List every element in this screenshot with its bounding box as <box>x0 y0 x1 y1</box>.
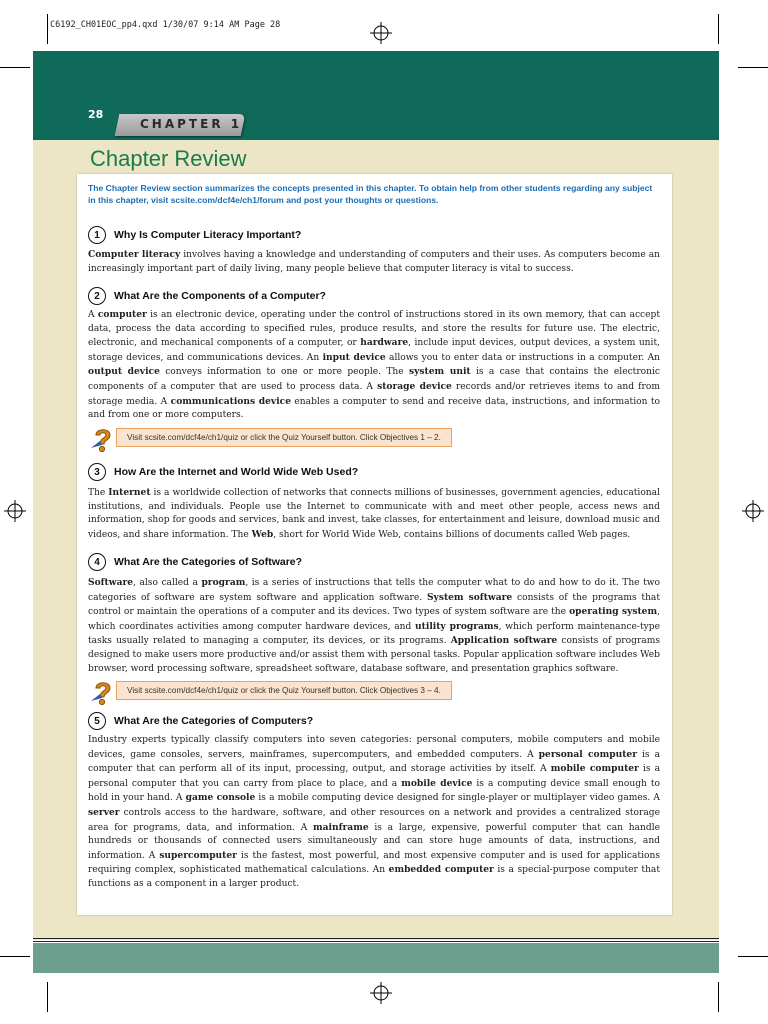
key-term: mainframe <box>313 821 369 833</box>
registration-mark-icon <box>370 22 392 44</box>
key-term: output device <box>88 366 160 378</box>
section-heading-text: What Are the Categories of Computers? <box>114 715 314 727</box>
key-term: system unit <box>408 366 471 378</box>
section-heading-text: What Are the Categories of Software? <box>114 556 303 568</box>
section-heading-5 <box>88 711 313 731</box>
header-band <box>33 51 719 151</box>
key-term: server <box>88 806 120 818</box>
crop-mark <box>718 14 719 44</box>
intro-text: The Chapter Review section summarizes the concepts presented in this chapter. To obtain help from other students regarding any subject in this chapter, visit scsite.com/dcf4e/ch1/forum and post your thoughts or questions. <box>88 183 653 205</box>
key-term: computer <box>97 309 147 320</box>
section-body-3: The Internet is a worldwide collection of networks that connects millions of businesses, government agencies, educational institutions, and individuals. People use the Internet to communicate with and meet other people, access news and information, shop for goods and services, bank and invest, take classes, for entertainment and leisure, download music and videos, and share information. The Web, short for World Wide Web, contains billions of documents called Web pages. <box>88 487 660 540</box>
question-mark-icon <box>88 424 118 454</box>
crop-mark <box>738 956 768 957</box>
section-heading-2 <box>88 286 326 306</box>
key-term: operating system <box>569 606 658 618</box>
section-body-2: A computer is an electronic device, operating under the control of instructions stored in its own memory, that can accept data, process the data according to specified rules, produce results, and store the results for future use. The electric, electronic, and mechanical components of a computer, or hardware, include input devices, output devices, a system unit, storage devices, and communications devices. An input device allows you to enter data or instructions in a computer. An output device conveys information to one or more people. The system unit is a case that contains the electronic components of a computer that are used to process data. A storage device records and/or retrieves items to and from storage media. A communications device enables a computer to send and receive data, instructions, and information to and from one or more computers. <box>88 309 661 421</box>
key-term: System software <box>426 591 513 603</box>
section-number-badge: 3 <box>88 463 106 481</box>
registration-mark-icon <box>742 500 764 522</box>
crop-mark <box>738 67 768 68</box>
chapter-label: CHAPTER 1 <box>140 117 243 131</box>
section-number-badge: 2 <box>88 287 106 305</box>
section-number-badge: 5 <box>88 712 106 730</box>
section-body-1: Computer literacy involves having a knowledge and understanding of computers and their uses. As computers become an increasingly important part of daily living, many people believe that computer literacy is vital to success. <box>88 249 660 274</box>
crop-mark <box>0 956 30 957</box>
footer-band <box>33 943 719 973</box>
quiz-link-text[interactable]: Visit scsite.com/dcf4e/ch1/quiz or click the Quiz Yourself button. Click Objectives 1 – 2. <box>116 428 452 447</box>
key-term: hardware <box>360 337 409 349</box>
key-term: communications device <box>170 395 291 407</box>
section-heading-1 <box>88 225 301 245</box>
section-heading-4 <box>88 552 302 572</box>
section-number-badge: 1 <box>88 226 106 244</box>
crop-mark <box>0 67 30 68</box>
section-body-4: Software, also called a program, is a series of instructions that tells the computer what to do and how to do it. The two categories of software are system software and application software. System software consists of the programs that control or maintain the operations of a computer and its devices. Two types of system software are the operating system, which coordinates activities among computer hardware devices, and utility programs, which perform maintenance-type tasks usually related to managing a computer, its devices, or its programs. Application software consists of programs designed to make users more productive and/or assist them with personal tasks. Popular application software includes Web browser, word processing software, spreadsheet software, database software, and presentation graphics software. <box>88 577 661 674</box>
section-heading-text: Why Is Computer Literacy Important? <box>114 229 302 241</box>
section-body-5: Industry experts typically classify computers into seven categories: personal computers, mobile computers and mobile devices, game consoles, servers, mainframes, supercomputers, and embedded computers. A personal computer is a computer that can perform all of its input, processing, output, and storage activities by itself. A mobile computer is a personal computer that you can carry from place to place, and a mobile device is a computing device small enough to hold in your hand. A game console is a mobile computing device designed for single-player or multiplayer video games. A server controls access to the hardware, software, and other resources on a network and provides a centralized storage area for programs, data, and information. A mainframe is a large, expensive, powerful computer that can handle hundreds or thousands of connected users simultaneously and can store huge amounts of data, instructions, and information. A supercomputer is the fastest, most powerful, and most expensive computer and is used for applications requiring complex, sophisticated mathematical calculations. An embedded computer is a special-purpose computer that functions as a component in a larger product. <box>88 735 661 889</box>
key-term: mobile computer <box>550 763 639 775</box>
key-term: Computer literacy <box>88 249 181 260</box>
page-title: Chapter Review <box>90 146 247 171</box>
key-term: storage device <box>377 380 452 392</box>
section-heading-text: What Are the Components of a Computer? <box>114 290 326 302</box>
crop-mark <box>47 982 48 1012</box>
key-term: program <box>201 577 246 588</box>
key-term: Application software <box>450 635 558 647</box>
key-term: embedded computer <box>388 864 494 876</box>
key-term: game console <box>185 792 256 804</box>
key-term: Software <box>88 577 134 588</box>
key-term: personal computer <box>538 748 637 760</box>
section-heading-text: How Are the Internet and World Wide Web Used? <box>114 466 359 478</box>
section-heading-3 <box>88 462 358 482</box>
quiz-link-text[interactable]: Visit scsite.com/dcf4e/ch1/quiz or click the Quiz Yourself button. Click Objectives 3 – 4. <box>116 681 452 700</box>
key-term: Internet <box>108 487 151 498</box>
footer-rule <box>33 941 719 942</box>
key-term: supercomputer <box>159 849 237 861</box>
crop-mark <box>47 14 48 44</box>
footer-rule <box>33 938 719 939</box>
question-mark-icon <box>88 677 118 707</box>
page-number: 28 <box>88 108 104 121</box>
registration-mark-icon <box>370 982 392 1004</box>
key-term: mobile device <box>401 777 473 789</box>
key-term: input device <box>322 351 386 363</box>
key-term: Web <box>251 528 274 540</box>
registration-mark-icon <box>4 500 26 522</box>
key-term: utility programs <box>415 620 499 632</box>
section-number-badge: 4 <box>88 553 106 571</box>
crop-mark <box>718 982 719 1012</box>
printer-slug: C6192_CH01EOC_pp4.qxd 1/30/07 9:14 AM Page 28 <box>50 20 281 30</box>
